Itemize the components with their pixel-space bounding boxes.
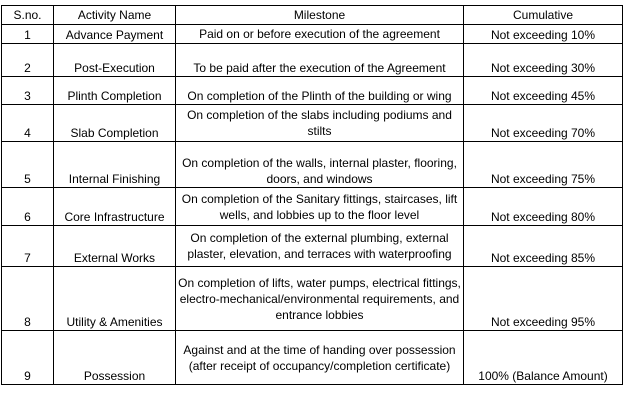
row-milestone: On completion of the external plumbing, external plaster, elevation, and terraces with waterproofing xyxy=(176,226,464,267)
table-row xyxy=(2,226,623,267)
row-milestone: To be paid after the execution of the Agreement xyxy=(176,44,464,77)
payment-schedule-table xyxy=(1,5,623,385)
row-activity: Slab Completion xyxy=(54,105,176,142)
table-row xyxy=(2,44,623,77)
table-row xyxy=(2,77,623,105)
row-activity: Core Infrastructure xyxy=(54,188,176,226)
row-cumulative: Not exceeding 85% xyxy=(464,226,623,267)
row-cumulative: Not exceeding 95% xyxy=(464,267,623,331)
row-sno: 7 xyxy=(2,226,54,267)
row-sno: 8 xyxy=(2,267,54,331)
row-cumulative: Not exceeding 10% xyxy=(464,25,623,44)
row-activity: Plinth Completion xyxy=(54,77,176,105)
table-row xyxy=(2,331,623,385)
row-milestone: On completion of the walls, internal plaster, flooring, doors, and windows xyxy=(176,142,464,188)
row-sno: 2 xyxy=(2,44,54,77)
row-milestone: Against and at the time of handing over possession (after receipt of occupancy/completion certificate) xyxy=(176,331,464,385)
row-milestone: On completion of lifts, water pumps, electrical fittings, electro-mechanical/environmental requirements, and entrance lobbies xyxy=(176,267,464,331)
row-sno: 4 xyxy=(2,105,54,142)
row-activity: Utility & Amenities xyxy=(54,267,176,331)
row-milestone: On completion of the Plinth of the building or wing xyxy=(176,77,464,105)
header-milestone: Milestone xyxy=(176,6,464,25)
row-cumulative: Not exceeding 80% xyxy=(464,188,623,226)
row-sno: 5 xyxy=(2,142,54,188)
row-activity: Possession xyxy=(54,331,176,385)
header-row xyxy=(2,6,623,25)
table-row xyxy=(2,105,623,142)
header-sno: S.no. xyxy=(2,6,54,25)
table-row xyxy=(2,188,623,226)
header-activity-name: Activity Name xyxy=(54,6,176,25)
row-cumulative: 100% (Balance Amount) xyxy=(464,331,623,385)
row-milestone: On completion of the slabs including podiums and stilts xyxy=(176,105,464,142)
row-activity: Internal Finishing xyxy=(54,142,176,188)
row-sno: 6 xyxy=(2,188,54,226)
table-row xyxy=(2,267,623,331)
row-cumulative: Not exceeding 75% xyxy=(464,142,623,188)
header-cumulative: Cumulative xyxy=(464,6,623,25)
table-row xyxy=(2,142,623,188)
row-activity: Advance Payment xyxy=(54,25,176,44)
row-cumulative: Not exceeding 70% xyxy=(464,105,623,142)
row-milestone: Paid on or before execution of the agreement xyxy=(176,25,464,44)
row-sno: 1 xyxy=(2,25,54,44)
row-sno: 9 xyxy=(2,331,54,385)
table-row xyxy=(2,25,623,44)
row-cumulative: Not exceeding 30% xyxy=(464,44,623,77)
row-activity: External Works xyxy=(54,226,176,267)
row-cumulative: Not exceeding 45% xyxy=(464,77,623,105)
row-activity: Post-Execution xyxy=(54,44,176,77)
row-sno: 3 xyxy=(2,77,54,105)
row-milestone: On completion of the Sanitary fittings, staircases, lift wells, and lobbies up to the floor level xyxy=(176,188,464,226)
